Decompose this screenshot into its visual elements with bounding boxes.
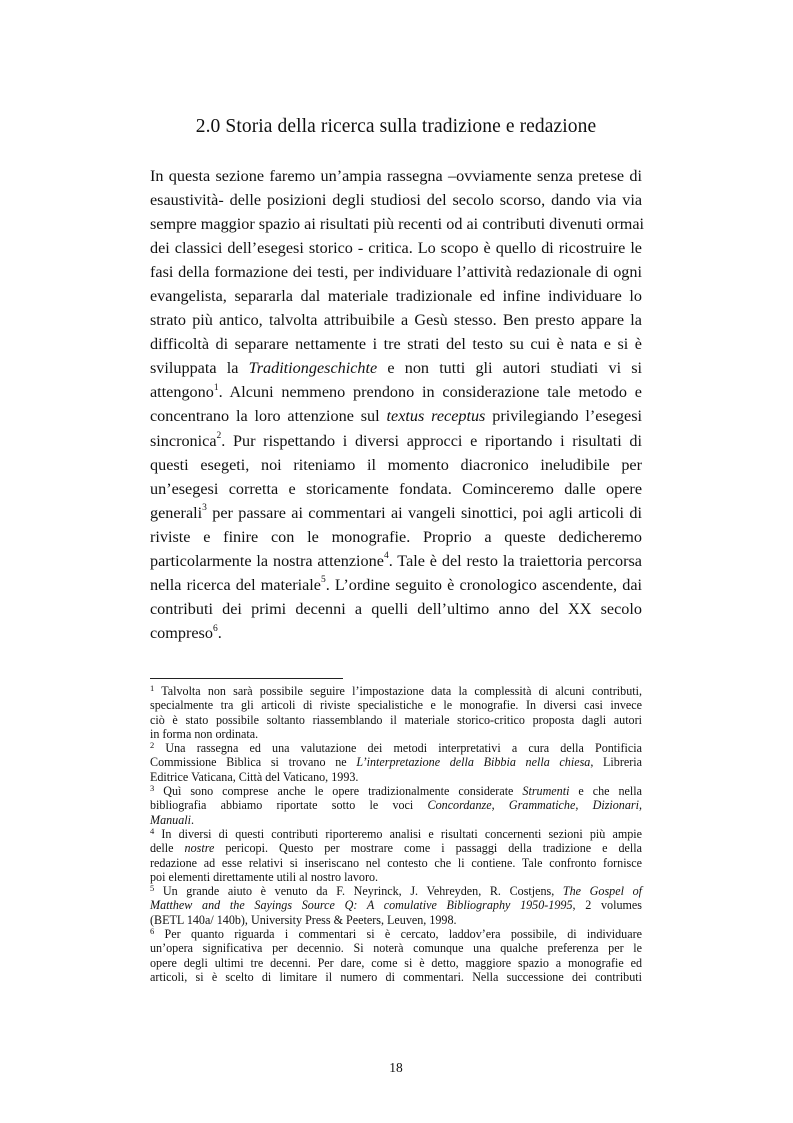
footnote-line: articoli, si è scelto di limitare il numero di commentari. Nella successione dei contributi bbox=[150, 969, 642, 984]
body-line: In questa sezione faremo un’ampia rassegna –ovviamente senza pretese di bbox=[150, 167, 642, 185]
footnote-ref[interactable]: 5 bbox=[320, 575, 326, 586]
text-run: . L’ordine seguito è cronologico ascendente, dai bbox=[325, 575, 642, 594]
text-run: sviluppata la bbox=[150, 359, 239, 378]
page-number: 18 bbox=[389, 1060, 403, 1075]
footnote-line bbox=[150, 927, 642, 941]
footnote-line: ciò è stato possibile soltanto riassemblando il materiale storico-critico proposta dagli autori bbox=[150, 712, 642, 727]
text-run: , 2 volumes bbox=[572, 898, 642, 913]
text-run: attengono bbox=[150, 383, 214, 402]
text-run: concentrano la loro attenzione sul bbox=[150, 407, 380, 426]
text-run: privilegiando l’esegesi bbox=[492, 407, 643, 426]
footnote-line: redazione ad esse relativi si inseriscano nel contesto che li contiene. Tale confronto fornisce bbox=[150, 855, 642, 870]
text-run: e non tutti gli autori studiati vi si bbox=[387, 359, 643, 378]
footnote-line: un’opera significativa per decennio. Si noterà comunque una qualche preferenza per le bbox=[150, 941, 642, 956]
footnote-line bbox=[150, 827, 642, 841]
italic-title: The Gospel of bbox=[562, 884, 642, 899]
footnote-number: 4 bbox=[150, 825, 155, 836]
body-line bbox=[150, 621, 642, 645]
footnote-number: 3 bbox=[150, 783, 155, 794]
body-line bbox=[150, 429, 642, 453]
footnote-number: 6 bbox=[150, 926, 155, 937]
body-text bbox=[150, 164, 645, 645]
text-run: compreso bbox=[150, 623, 213, 642]
footnote-line: poi elementi direttamente utili al nostro lavoro. bbox=[150, 869, 379, 884]
italic-term: Traditiongeschichte bbox=[248, 359, 378, 378]
body-line: esaustività- delle posizioni degli studiosi del secolo scorso, dando via via bbox=[150, 191, 642, 210]
text-run: , Libreria bbox=[590, 755, 642, 770]
footnote-line bbox=[150, 741, 642, 755]
text-run: nella ricerca del materiale bbox=[150, 575, 321, 594]
italic-title: L’interpretazione della Bibbia nella chiesa bbox=[356, 755, 591, 770]
text-run: . Alcuni nemmeno prendono in considerazione tale metodo e bbox=[218, 383, 642, 402]
footnote-line: in forma non ordinata. bbox=[150, 726, 259, 741]
footnote-line bbox=[150, 755, 642, 769]
footnote-line bbox=[150, 798, 642, 812]
text-run: Quì sono comprese anche le opere tradizionalmente considerate bbox=[154, 784, 514, 799]
italic-term: nostre bbox=[184, 841, 215, 856]
italic-title: Matthew and the Sayings Source Q: A comulative Bibliography 1950-1995 bbox=[150, 898, 573, 913]
body-line bbox=[150, 356, 642, 380]
body-line: strato più antico, talvolta attribuibile a Gesù stesso. Ben presto appare la bbox=[150, 311, 642, 330]
text-run: . Pur rispettando i diversi approcci e riportando i risultati di bbox=[221, 431, 642, 450]
text-run: . bbox=[217, 623, 222, 642]
footnote-divider bbox=[150, 678, 343, 679]
footnote-line bbox=[150, 684, 642, 698]
italic-term: Concordanze, Grammatiche, Dizionari, bbox=[427, 798, 642, 813]
footnote-line: Editrice Vaticana, Città del Vaticano, 1993. bbox=[150, 769, 359, 784]
body-line bbox=[150, 380, 642, 404]
footnote-number: 2 bbox=[150, 740, 155, 751]
body-line: dei classici dell’esegesi storico - critica. Lo scopo è quello di ricostruire le bbox=[150, 239, 642, 258]
italic-term: Strumenti bbox=[522, 784, 570, 799]
footnote-line: specialmente tra gli articoli di riviste specialistiche e le monografie. In diversi casi invece bbox=[150, 698, 642, 713]
body-line bbox=[150, 501, 642, 525]
footnote-line bbox=[150, 841, 642, 855]
body-line: sempre maggior spazio ai risultati più recenti od ai contributi divenuti ormai bbox=[150, 215, 645, 234]
text-run: Un grande aiuto è venuto da F. Neyrinck, J. Vehreyden, R. Costjens, bbox=[154, 884, 555, 899]
italic-term: Manuali bbox=[150, 812, 191, 827]
body-line bbox=[150, 549, 642, 573]
body-line bbox=[150, 573, 642, 597]
footnote-ref[interactable]: 3 bbox=[202, 503, 207, 514]
body-line: questi esegeti, noi riteniamo il momento diacronico ineludibile per bbox=[150, 455, 642, 474]
text-run: pericopi. Questo per mostrare come i passaggi della tradizione e della bbox=[225, 841, 642, 856]
text-run: particolarmente la nostra attenzione bbox=[150, 551, 384, 570]
text-run: In diversi di questi contributi riporteremo analisi e risultati concernenti sezioni più ampie bbox=[154, 826, 642, 841]
footnote-number: 1 bbox=[150, 683, 155, 693]
text-run: delle bbox=[150, 841, 174, 856]
footnote-ref[interactable]: 6 bbox=[212, 623, 218, 634]
footnote-number: 5 bbox=[150, 883, 155, 894]
text-run: Commissione Biblica si trovano ne bbox=[150, 755, 347, 770]
footnote-ref[interactable]: 4 bbox=[383, 551, 389, 562]
footnote-line bbox=[150, 784, 642, 798]
text-run: generali bbox=[150, 503, 203, 522]
text-run: . bbox=[190, 812, 195, 827]
text-run: Per quanto riguarda i commentari si è cercato, laddov’era possibile, di individuare bbox=[154, 927, 642, 942]
section-heading: 2.0 Storia della ricerca sulla tradizione e redazione bbox=[195, 116, 597, 137]
text-run: . Tale è del resto la traiettoria percorsa bbox=[388, 551, 642, 570]
text-run: Talvolta non sarà possibile seguire l’impostazione data la complessità di alcuni contributi, bbox=[154, 684, 642, 698]
footnote-ref[interactable]: 1 bbox=[213, 383, 219, 394]
footnotes bbox=[150, 684, 642, 984]
footnote-line: opere degli ultimi tre decenni. Per dare, come si è detto, maggiore spazio a monografie ed bbox=[150, 955, 642, 970]
text-run: per passare ai commentari ai vangeli sinottici, poi agli articoli di bbox=[206, 503, 642, 522]
body-line: fasi della formazione dei testi, per individuare l’attività redazionale di ogni bbox=[150, 263, 642, 282]
body-line: evangelista, separarla dal materiale tradizionale ed infine individuare lo bbox=[150, 287, 642, 306]
text-run: bibliografia abbiamo riportate sotto le voci bbox=[150, 798, 414, 813]
body-line: difficoltà di separare nettamente i tre strati del testo su cui è nata e si è bbox=[150, 335, 642, 354]
footnote-line bbox=[150, 898, 642, 912]
text-run: sincronica bbox=[150, 431, 217, 450]
italic-term: textus receptus bbox=[386, 407, 486, 426]
footnote-line bbox=[150, 813, 642, 827]
footnote-line: (BETL 140a/ 140b), University Press & Peeters, Leuven, 1998. bbox=[150, 912, 457, 927]
body-line: contributi dei primi decenni a quelli dell’ultimo anno del XX secolo bbox=[150, 599, 642, 618]
body-line: riviste e finire con le monografie. Proprio a queste dedicheremo bbox=[150, 527, 642, 546]
body-line: un’esegesi corretta e storicamente fondata. Cominceremo dalle opere bbox=[150, 479, 642, 498]
footnote-ref[interactable]: 2 bbox=[216, 431, 222, 442]
text-run: e che nella bbox=[578, 784, 642, 799]
footnote-line bbox=[150, 884, 642, 898]
text-run: Una rassegna ed una valutazione dei metodi interpretativi a cura della Pontificia bbox=[154, 741, 642, 756]
body-line bbox=[150, 404, 642, 428]
